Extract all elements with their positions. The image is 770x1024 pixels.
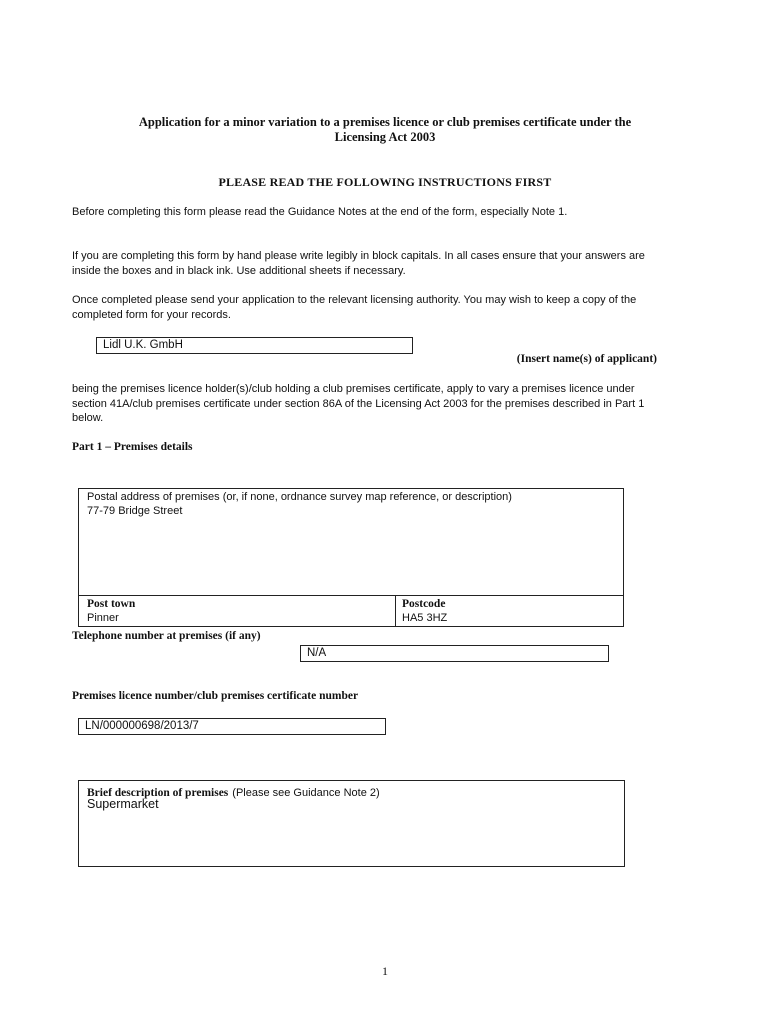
description-label-note: (Please see Guidance Note 2) bbox=[232, 787, 380, 799]
instructions-para-3: Once completed please send your application to the relevant licensing authority. You may wish to keep a copy of the completed form for your records. bbox=[72, 294, 637, 321]
postal-address-box[interactable] bbox=[78, 488, 624, 596]
instructions-para-1: Before completing this form please read the Guidance Notes at the end of the form, especially Note 1. bbox=[72, 206, 568, 218]
telephone-value: N/A bbox=[307, 647, 327, 659]
instructions-heading: PLEASE READ THE FOLLOWING INSTRUCTIONS FIRST bbox=[218, 175, 552, 189]
description-value: Supermarket bbox=[87, 797, 159, 811]
telephone-label: Telephone number at premises (if any) bbox=[72, 630, 261, 642]
licence-number-label: Premises licence number/club premises certificate number bbox=[72, 690, 359, 702]
licence-number-value: LN/000000698/2013/7 bbox=[85, 720, 199, 732]
postcode-label: Postcode bbox=[402, 598, 446, 610]
postal-address-value: 77-79 Bridge Street bbox=[87, 505, 183, 517]
postal-address-label: Postal address of premises (or, if none, ordnance survey map reference, or description) bbox=[87, 491, 512, 503]
applicant-name-value: Lidl U.K. GmbH bbox=[103, 339, 183, 351]
description-label-bold: Brief description of premises bbox=[87, 787, 229, 799]
applicant-caption: (Insert name(s) of applicant) bbox=[516, 353, 657, 365]
post-town-value: Pinner bbox=[87, 612, 119, 624]
telephone-field[interactable] bbox=[300, 645, 609, 662]
post-town-label: Post town bbox=[87, 598, 136, 610]
description-box[interactable] bbox=[78, 780, 625, 867]
declaration-text: being the premises licence holder(s)/club holding a club premises certificate, apply to vary a premises licence under section 41A/club premises certificate under section 86A of the Licensing Act 2003 for the premises described in Part 1 below. bbox=[72, 383, 645, 424]
form-title-line2: Licensing Act 2003 bbox=[334, 130, 436, 144]
licence-number-field[interactable] bbox=[78, 718, 386, 735]
form-title bbox=[72, 115, 698, 145]
form-title-line1: Application for a minor variation to a premises licence or club premises certificate under the bbox=[138, 115, 632, 129]
page-number: 1 bbox=[382, 964, 388, 978]
postcode-value: HA5 3HZ bbox=[402, 612, 448, 624]
postcode-box[interactable] bbox=[395, 596, 624, 627]
post-town-box[interactable] bbox=[78, 596, 396, 627]
applicant-name-field[interactable] bbox=[96, 337, 413, 354]
instructions-para-2: If you are completing this form by hand please write legibly in block capitals. In all cases ensure that your answers are inside the boxes and in black ink. Use additional sheets if necessary. bbox=[72, 250, 645, 277]
part1-heading: Part 1 – Premises details bbox=[72, 441, 193, 453]
